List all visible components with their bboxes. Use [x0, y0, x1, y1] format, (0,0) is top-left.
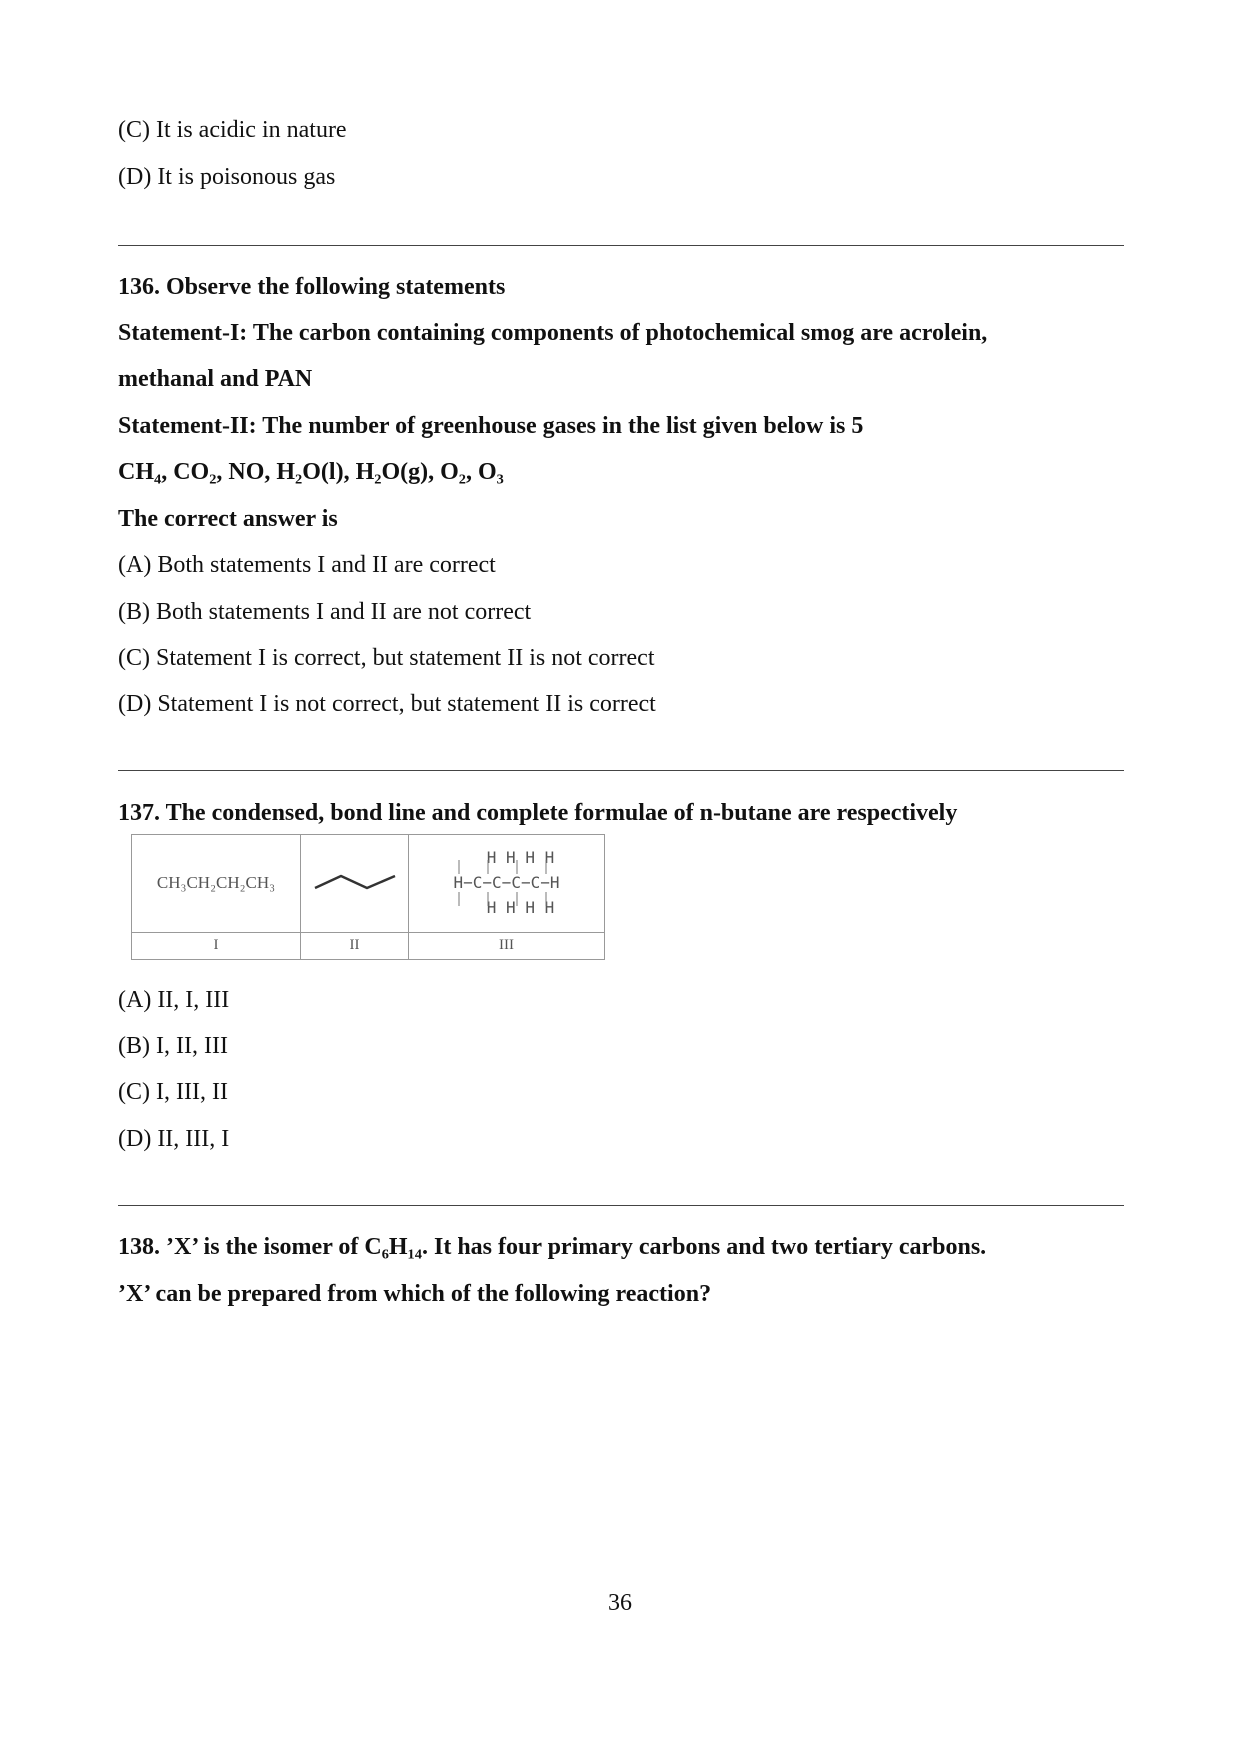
butane-formula-figure: [131, 834, 605, 960]
answer-prompt: The correct answer is: [118, 506, 338, 532]
divider: [118, 1205, 1124, 1206]
complete-formula-bottom-h: H H H H: [486, 897, 555, 917]
option-d: (D) It is poisonous gas: [118, 164, 336, 190]
divider: [118, 245, 1124, 246]
q136-option-d: (D) Statement I is not correct, but statement II is correct: [118, 691, 656, 717]
divider: [118, 770, 1124, 771]
bond-line-formula: [301, 835, 409, 933]
label-i: I: [132, 932, 301, 959]
complete-formula: [409, 835, 605, 933]
label-iii: III: [409, 932, 605, 959]
q136-option-c: (C) Statement I is correct, but statement II is not correct: [118, 645, 655, 671]
complete-formula-chain: H−C−C−C−C−H: [453, 872, 560, 892]
complete-formula-top-h: H H H H: [486, 848, 555, 868]
option-c: (C) It is acidic in nature: [118, 117, 347, 143]
complete-formula-bonds: [409, 836, 604, 931]
condensed-formula-text: CH₃CH₂CH₂CH₃: [156, 873, 276, 893]
gas-list: CH₄, CO₂, NO, H₂O(l), H₂O(g), O₂, O₃: [118, 459, 504, 485]
question-136-title: 136. Observe the following statements: [118, 274, 506, 300]
question-138-line-1: 138. ’X’ is the isomer of C₆H₁₄. It has four primary carbons and two tertiary carbons.: [118, 1234, 987, 1260]
q137-option-c: (C) I, III, II: [118, 1079, 228, 1105]
page-number: 36: [608, 1590, 632, 1616]
q136-option-b: (B) Both statements I and II are not correct: [118, 599, 532, 625]
q137-option-d: (D) II, III, I: [118, 1126, 230, 1152]
q137-option-a: (A) II, I, III: [118, 987, 230, 1013]
statement-1-line-2: methanal and PAN: [118, 366, 313, 392]
q136-option-a: (A) Both statements I and II are correct: [118, 552, 496, 578]
question-138-line-2: ’X’ can be prepared from which of the following reaction?: [118, 1281, 712, 1307]
bond-line-zigzag: [309, 866, 401, 896]
q137-option-b: (B) I, II, III: [118, 1033, 228, 1059]
statement-1-line-1: Statement-I: The carbon containing components of photochemical smog are acrolein,: [118, 320, 988, 346]
condensed-formula: [132, 835, 301, 933]
label-ii: II: [301, 932, 409, 959]
statement-2: Statement-II: The number of greenhouse gases in the list given below is 5: [118, 413, 864, 439]
question-137-title: 137. The condensed, bond line and complete formulae of n-butane are respectively: [118, 800, 958, 826]
